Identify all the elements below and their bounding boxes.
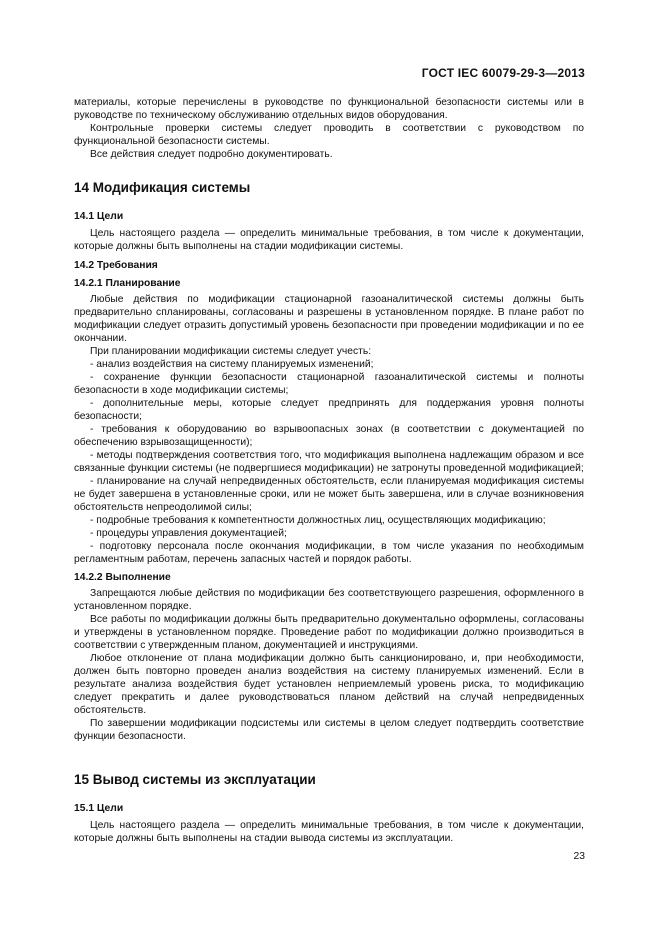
page-number: 23 [573,851,585,862]
execution-paragraph: Запрещаются любые действия по модификации без соответствующего разрешения, оформленного в установленном порядке. [74,588,584,612]
list-item: - подробные требования к компетентности должностных лиц, осуществляющих модификацию; [90,515,546,526]
execution-paragraph: Все работы по модификации должны быть предварительно документально оформлены, согласованы и утверждены в установленном порядке. Проведение работ по модификации должно производиться в соответствии с утвержденным планом, документацией и инструкциями. [74,614,584,651]
document-header: ГОСТ IEC 60079-29-3—2013 [421,66,585,80]
section-14-1-text: Цель настоящего раздела — определить минимальные требования, в том числе к документации, которые должны быть выполнены на стадии модификации системы. [74,228,584,252]
section-15-1-text: Цель настоящего раздела — определить минимальные требования, в том числе к документации, которые должны быть выполнены на стадии вывода системы из эксплуатации. [74,820,584,844]
section-14-2-heading: 14.2 Требования [74,260,158,271]
list-item: - подготовку персонала после окончания модификации, в том числе указания по необходимым регламентным работам, перечень запасных частей и порядок работы. [74,541,584,565]
list-item: - методы подтверждения соответствия того, что модификация выполнена надлежащим образом и все связанные функции системы (не подвергшиеся модификации) не затронуты проведенной модификацией; [74,450,584,474]
section-15-1-heading: 15.1 Цели [74,803,124,814]
section-14-heading: 14 Модификация системы [74,180,251,195]
intro-paragraph: Все действия следует подробно документировать. [90,149,333,160]
list-item: - требования к оборудованию во взрывоопасных зонах (в соответствии с документацией по обеспечению взрывозащищенности); [74,424,584,448]
execution-paragraph: По завершении модификации подсистемы или системы в целом следует подтвердить соответствие функции безопасности. [74,718,584,742]
page-body [74,96,584,845]
execution-paragraph: Любое отклонение от плана модификации должно быть санкционировано, и, при необходимости, должен быть повторно проведен анализ воздействия на систему планируемых изменений. Если в результате анализа воздействия будет установлен неприемлемый уровень риска, то модификацию следует прекратить и далее руководствоваться планом действий на случай непредвиденных обстоятельств. [74,653,584,716]
planning-paragraph: При планировании модификации системы следует учесть: [90,346,372,357]
intro-paragraph: Контрольные проверки системы следует проводить в соответствии с руководством по функциональной безопасности системы. [74,123,584,147]
section-14-1-heading: 14.1 Цели [74,211,124,222]
section-14-2-2-heading: 14.2.2 Выполнение [74,572,171,583]
list-item: - анализ воздействия на систему планируемых изменений; [90,359,374,370]
intro-paragraph: материалы, которые перечислены в руководстве по функциональной безопасности системы или в руководстве по техническому обслуживанию отдельных видов оборудования. [74,97,584,121]
list-item: - процедуры управления документацией; [90,528,287,539]
list-item: - сохранение функции безопасности стационарной газоаналитической системы и полноты безопасности в ходе модификации системы; [74,372,584,396]
list-item: - дополнительные меры, которые следует предпринять для поддержания уровня полноты безопасности; [74,398,584,422]
section-14-2-1-heading: 14.2.1 Планирование [74,278,181,289]
planning-paragraph: Любые действия по модификации стационарной газоаналитической системы должны быть предварительно спланированы, согласованы и разрешены в установленном порядке. В плане работ по модификации следует отразить допустимый уровень безопасности при проведении модификации и по ее окончании. [74,294,584,344]
section-15-heading: 15 Вывод системы из эксплуатации [74,772,316,787]
list-item: - планирование на случай непредвиденных обстоятельств, если планируемая модификация системы не будет завершена в установленные сроки, или не может быть завершена, или в случае возникновения обстоятельств непреодолимой силы; [74,476,584,513]
